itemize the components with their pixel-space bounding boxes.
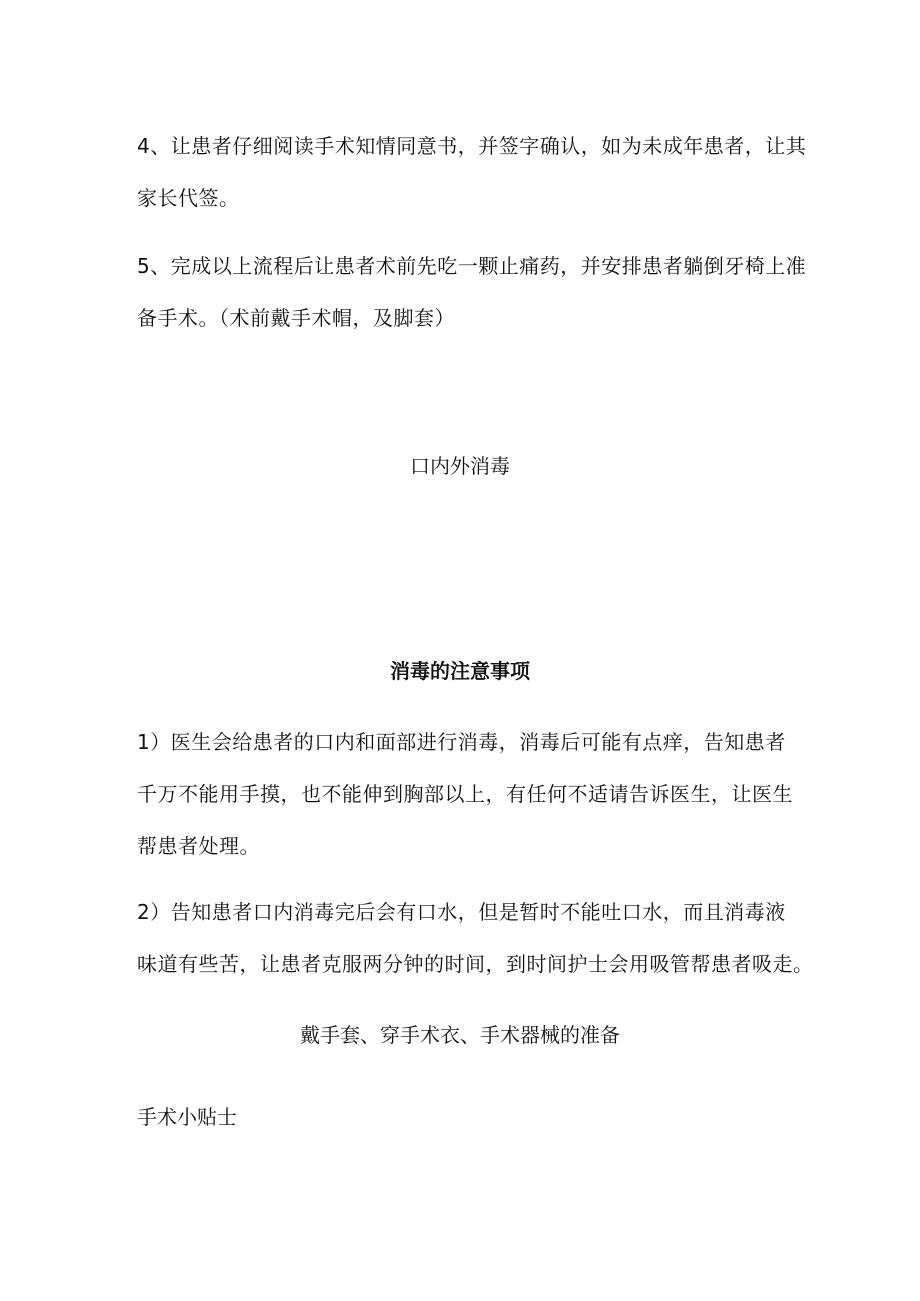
note-2-paragraph: [137, 886, 814, 990]
step-4-line-1: 4、让患者仔细阅读手术知情同意书，并签字确认，如为未成年患者，让其: [137, 134, 807, 158]
section-disinfection-heading: 口内外消毒: [410, 454, 510, 478]
note-1-line-2: 千万不能用手摸，也不能伸到胸部以上，有任何不适请告诉医生，让医生: [137, 782, 793, 806]
step-4-line-2: 家长代签。: [137, 186, 240, 210]
note-2-line-1: 2）告知患者口内消毒完后会有口水，但是暂时不能吐口水，而且消毒液: [137, 900, 786, 924]
step-5-line-2: 备手术。（术前戴手术帽，及脚套）: [137, 306, 455, 330]
step-5-paragraph: [137, 240, 807, 344]
note-2-line-2: 味道有些苦，让患者克服两分钟的时间，到时间护士会用吸管帮患者吸走。: [137, 952, 814, 976]
step-4-paragraph: [137, 120, 807, 224]
note-1-line-3: 帮患者处理。: [137, 834, 260, 858]
note-1-paragraph: [137, 716, 797, 872]
step-5-line-1: 5、完成以上流程后让患者术前先吃一颗止痛药，并安排患者躺倒牙椅上准: [137, 254, 807, 278]
note-1-line-1: 1）医生会给患者的口内和面部进行消毒，消毒后可能有点痒，告知患者: [137, 730, 786, 754]
section-preparation-heading: 戴手套、穿手术衣、手术器械的准备: [300, 1023, 620, 1047]
section-disinfection-notes-heading: 消毒的注意事项: [390, 659, 530, 683]
surgery-tips-heading: 手术小贴士: [137, 1105, 237, 1129]
